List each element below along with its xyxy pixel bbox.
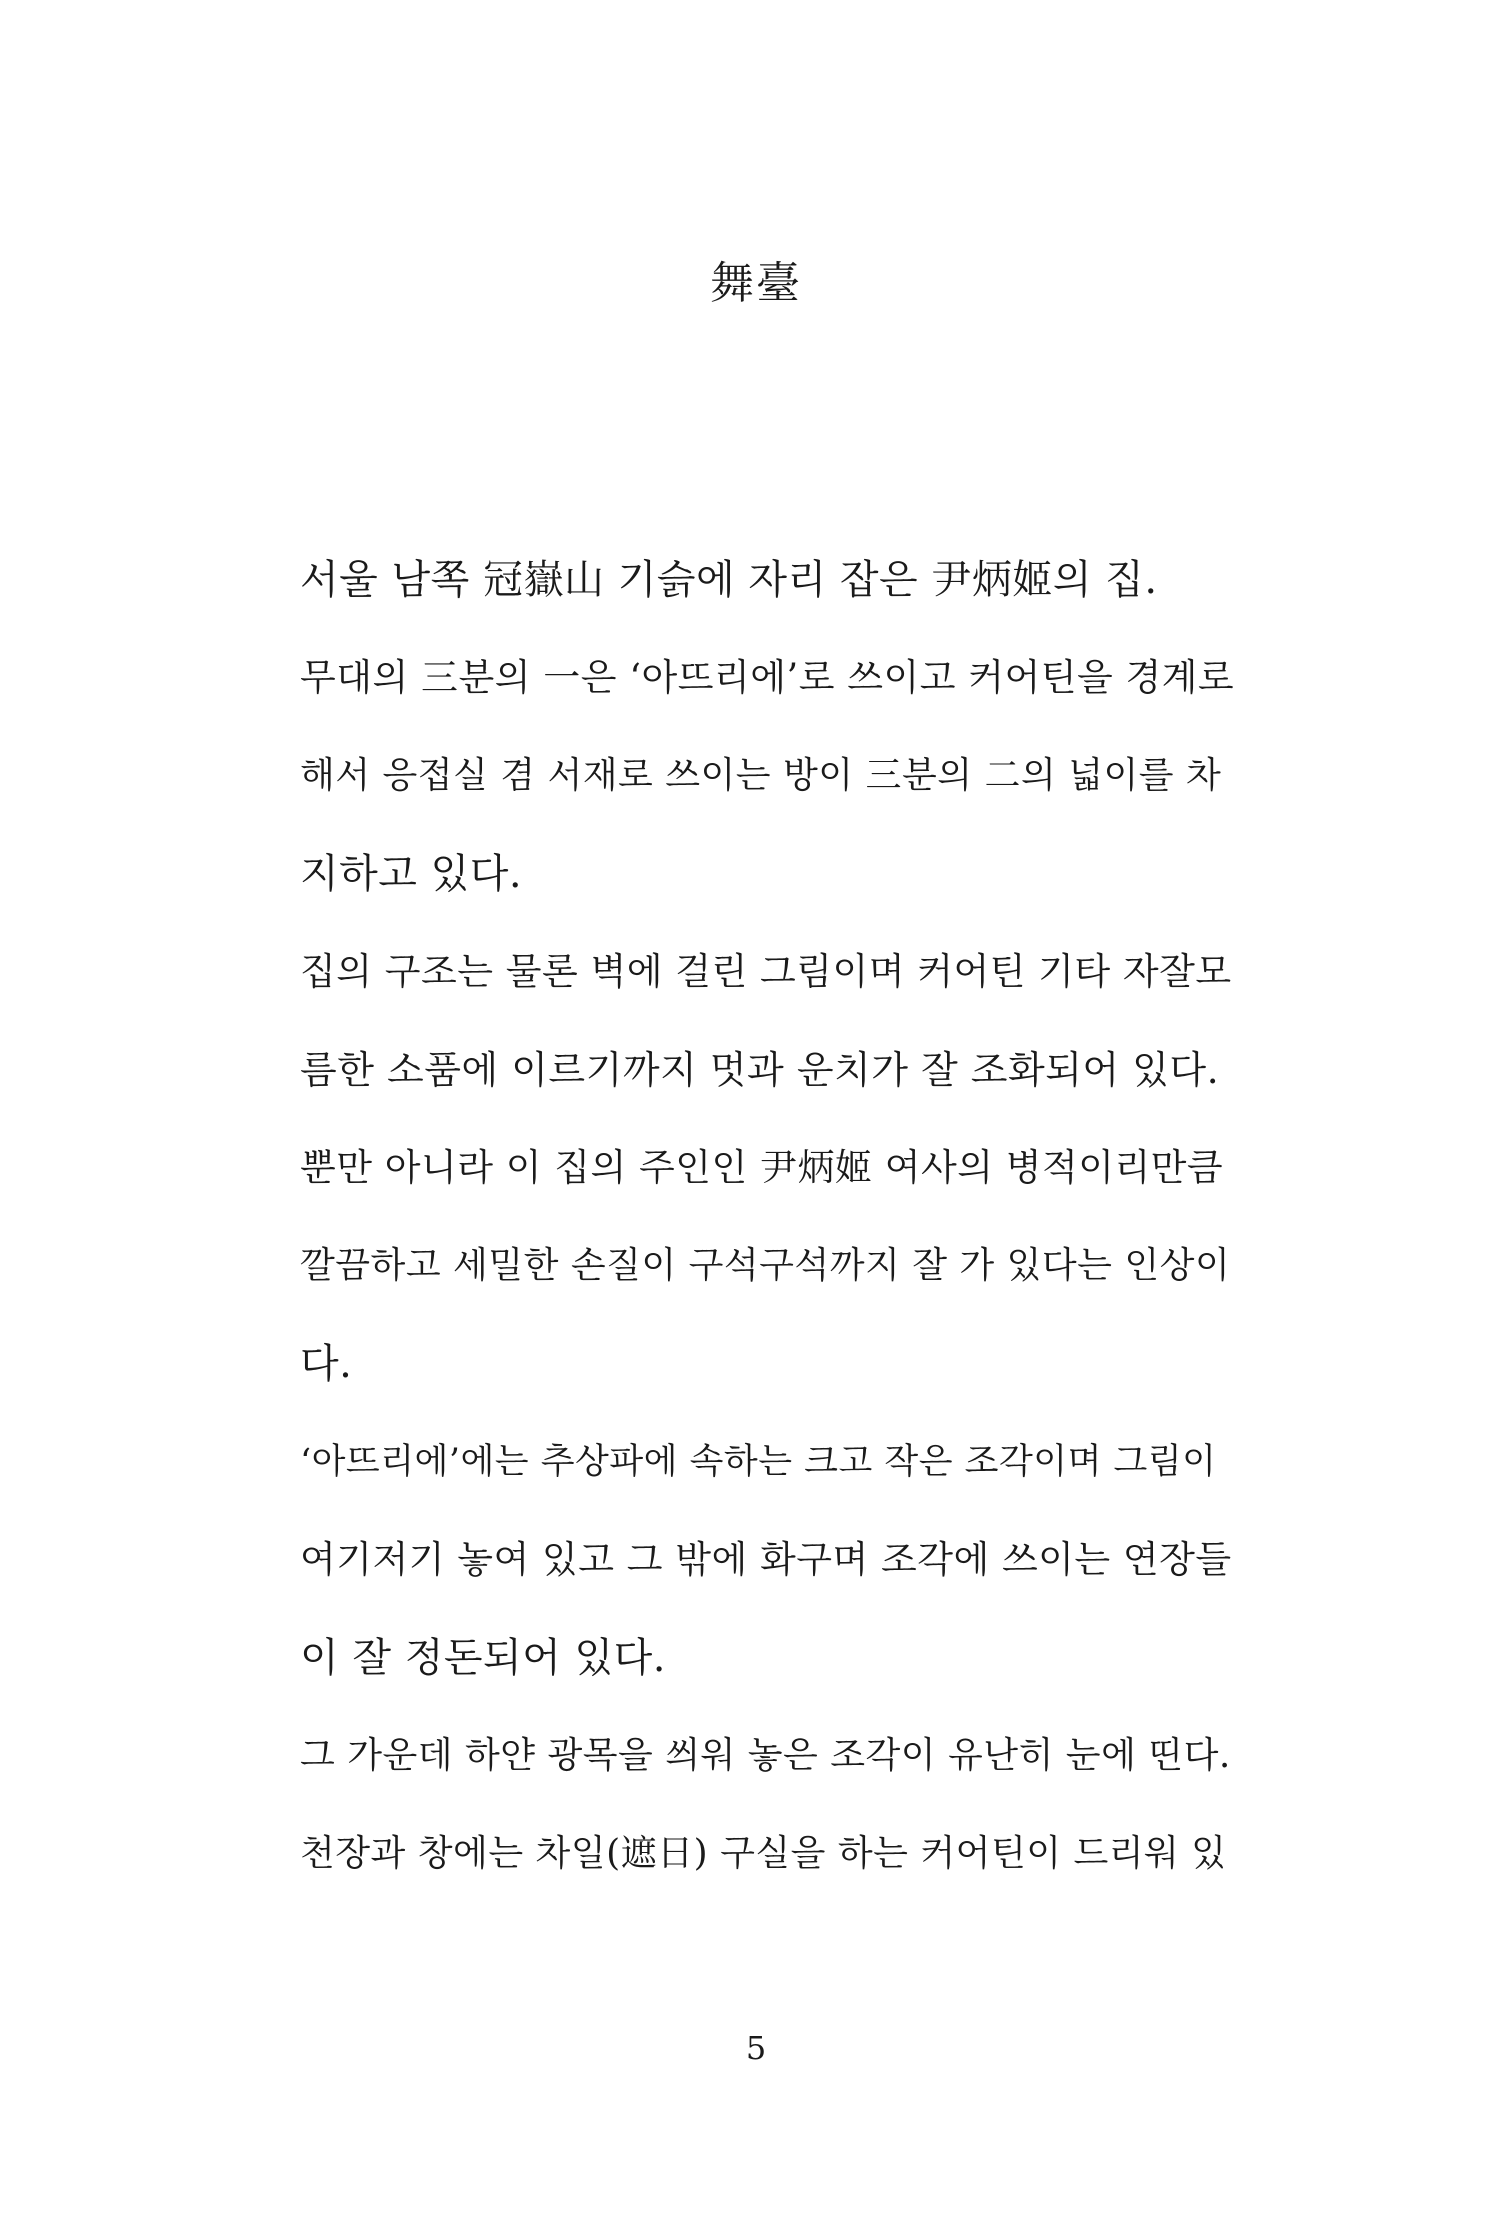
text-line: 집의 구조는 물론 벽에 걸린 그림이며 커어틴 기타 자잘모 <box>300 950 1232 993</box>
text-line: 여기저기 놓여 있고 그 밖에 화구며 조각에 쓰이는 연장들 <box>300 1538 1232 1581</box>
text-line: 해서 응접실 겸 서재로 쓰이는 방이 三분의 二의 넓이를 차 <box>300 755 1222 796</box>
text-line: 무대의 三분의 一은 ‘아뜨리에’로 쓰이고 커어틴을 경계로 <box>300 656 1235 699</box>
body-text <box>300 550 1240 1922</box>
text-line: 이 잘 정돈되어 있다. <box>300 1635 666 1681</box>
text-line: ‘아뜨리에’에는 추상파에 속하는 크고 작은 조각이며 그림이 <box>300 1442 1217 1482</box>
text-line: 뿐만 아니라 이 집의 주인인 尹炳姬 여사의 병적이리만큼 <box>300 1146 1224 1189</box>
text-line: 다. <box>300 1341 353 1387</box>
section-heading: 舞臺 <box>710 258 802 309</box>
text-line: 름한 소품에 이르기까지 멋과 운치가 잘 조화되어 있다. <box>300 1048 1220 1092</box>
page-number: 5 <box>745 2029 767 2067</box>
text-line: 깔끔하고 세밀한 손질이 구석구석까지 잘 가 있다는 인상이 <box>300 1245 1231 1286</box>
text-line: 서울 남쪽 冠嶽山 기슭에 자리 잡은 尹炳姬의 집. <box>300 557 1158 603</box>
text-line: 천장과 창에는 차일(遮日) 구실을 하는 커어틴이 드리워 있 <box>300 1833 1227 1874</box>
text-line: 지하고 있다. <box>300 851 523 897</box>
text-line: 그 가운데 하얀 광목을 씌워 놓은 조각이 유난히 눈에 띤다. <box>300 1735 1231 1776</box>
